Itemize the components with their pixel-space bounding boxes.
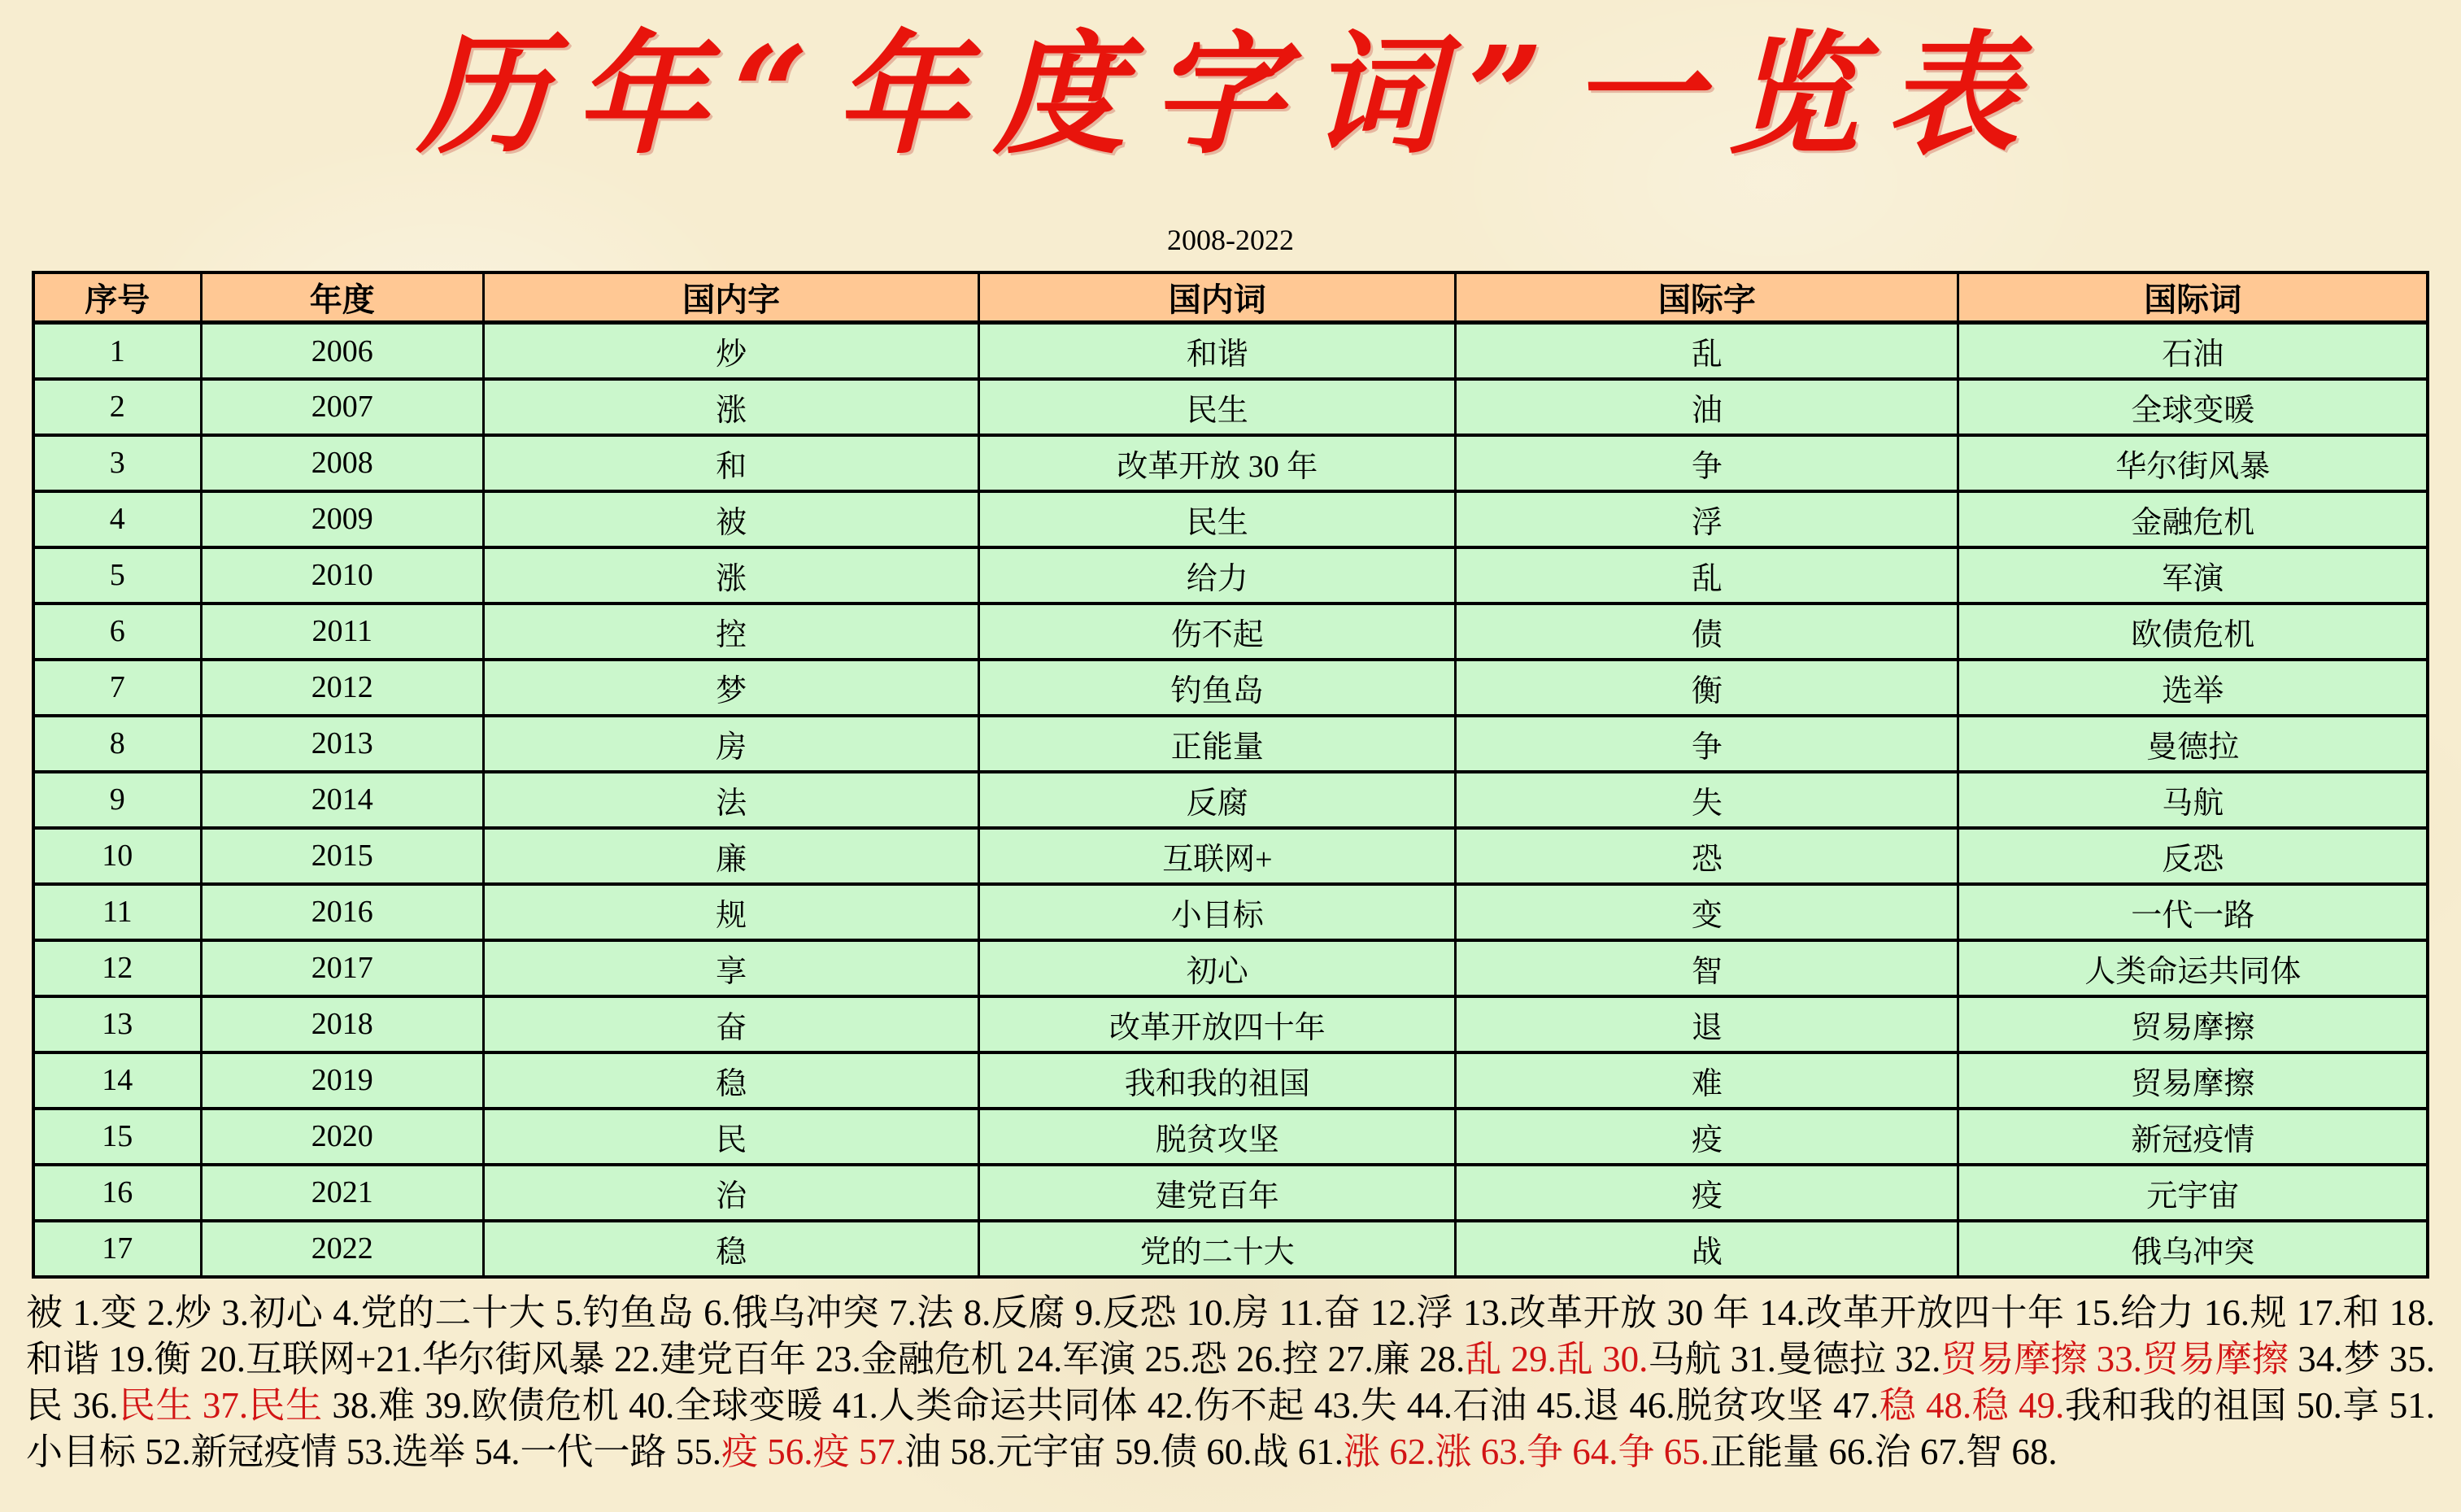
table-cell: 党的二十大 xyxy=(979,1221,1456,1277)
table-row xyxy=(33,491,2428,547)
footer-segment: 被 1.变 2.炒 3.初心 4.党的二十大 5.钓鱼岛 6.俄乌冲突 7.法 8.反腐 9.反恐 10.房 11.奋 12.浮 13.改革开放 30 年 14.改革开放四十年 15.给力 16.规 17.和 18.和谐 19.衡 20.互联网+21.华尔街风暴 22.建党百年 23.金融危机 24.军演 25.恐 26.控 27.廉 28. xyxy=(26,1292,2435,1379)
table-cell: 6 xyxy=(33,603,201,660)
slide-background xyxy=(0,11,2461,1475)
table-cell: 建党百年 xyxy=(979,1165,1456,1221)
table-cell: 民 xyxy=(483,1109,978,1165)
table-cell: 钓鱼岛 xyxy=(979,660,1456,716)
table-cell: 奋 xyxy=(483,996,978,1052)
table-cell: 互联网+ xyxy=(979,828,1456,884)
table-cell: 油 xyxy=(1456,379,1958,435)
table-cell: 军演 xyxy=(1958,547,2428,603)
table-cell: 民生 xyxy=(979,379,1456,435)
table-cell: 1 xyxy=(33,323,201,379)
table-cell: 2019 xyxy=(201,1052,483,1109)
table-cell: 疫 xyxy=(1456,1109,1958,1165)
table-cell: 石油 xyxy=(1958,323,2428,379)
table-row xyxy=(33,379,2428,435)
table-cell: 贸易摩擦 xyxy=(1958,996,2428,1052)
table-cell: 2012 xyxy=(201,660,483,716)
table-cell: 2006 xyxy=(201,323,483,379)
table-cell: 2 xyxy=(33,379,201,435)
table-cell: 马航 xyxy=(1958,772,2428,828)
column-header: 国际字 xyxy=(1456,272,1958,323)
table-cell: 2009 xyxy=(201,491,483,547)
table-cell: 退 xyxy=(1456,996,1958,1052)
table-row xyxy=(33,716,2428,772)
table-cell: 智 xyxy=(1456,940,1958,996)
table-cell: 12 xyxy=(33,940,201,996)
footer-paragraph xyxy=(26,1290,2435,1476)
page-title: 历年“年度字词”一览表 xyxy=(416,18,2045,172)
table-row xyxy=(33,323,2428,379)
table-cell: 给力 xyxy=(979,547,1456,603)
table-cell: 乱 xyxy=(1456,323,1958,379)
table-row xyxy=(33,884,2428,940)
table-cell: 7 xyxy=(33,660,201,716)
table-cell: 规 xyxy=(483,884,978,940)
table-cell: 正能量 xyxy=(979,716,1456,772)
table-cell: 民生 xyxy=(979,491,1456,547)
table-cell: 改革开放 30 年 xyxy=(979,435,1456,491)
table-cell: 恐 xyxy=(1456,828,1958,884)
table-cell: 元宇宙 xyxy=(1958,1165,2428,1221)
table-cell: 反恐 xyxy=(1958,828,2428,884)
table-cell: 改革开放四十年 xyxy=(979,996,1456,1052)
table-row xyxy=(33,940,2428,996)
page-subtitle: 2008-2022 xyxy=(1167,224,1294,257)
footer-segment: 正能量 66.治 67.智 68. xyxy=(1710,1431,2058,1473)
table-row xyxy=(33,772,2428,828)
table-header-row xyxy=(33,272,2428,323)
footer-segment: 34.梦 35.民 36. xyxy=(26,1339,2435,1427)
table-cell: 2007 xyxy=(201,379,483,435)
table-row xyxy=(33,1109,2428,1165)
table-row xyxy=(33,1052,2428,1109)
table-cell: 选举 xyxy=(1958,660,2428,716)
table-cell: 小目标 xyxy=(979,884,1456,940)
table-cell: 战 xyxy=(1456,1221,1958,1277)
table-cell: 2010 xyxy=(201,547,483,603)
table-cell: 浮 xyxy=(1456,491,1958,547)
table-cell: 廉 xyxy=(483,828,978,884)
table-cell: 涨 xyxy=(483,547,978,603)
table-row xyxy=(33,435,2428,491)
table-cell: 一代一路 xyxy=(1958,884,2428,940)
table-cell: 16 xyxy=(33,1165,201,1221)
table-cell: 失 xyxy=(1456,772,1958,828)
footer-red-segment: 贸易摩擦 33.贸易摩擦 xyxy=(1940,1339,2289,1379)
table-row xyxy=(33,996,2428,1052)
table-row xyxy=(33,1221,2428,1277)
table-cell: 2014 xyxy=(201,772,483,828)
table-cell: 2017 xyxy=(201,940,483,996)
table-cell: 2021 xyxy=(201,1165,483,1221)
column-header: 序号 xyxy=(33,272,201,323)
table-cell: 我和我的祖国 xyxy=(979,1052,1456,1109)
table-cell: 2020 xyxy=(201,1109,483,1165)
table-cell: 2013 xyxy=(201,716,483,772)
table-body xyxy=(33,323,2428,1277)
table-header xyxy=(33,272,2428,323)
table-cell: 稳 xyxy=(483,1052,978,1109)
footer-segment: 油 58.元宇宙 59.债 60.战 61. xyxy=(904,1431,1344,1473)
table-cell: 13 xyxy=(33,996,201,1052)
table-cell: 俄乌冲突 xyxy=(1958,1221,2428,1277)
column-header: 年度 xyxy=(201,272,483,323)
table-cell: 伤不起 xyxy=(979,603,1456,660)
table-cell: 涨 xyxy=(483,379,978,435)
table-cell: 脱贫攻坚 xyxy=(979,1109,1456,1165)
footer-segment: 马航 31.曼德拉 32. xyxy=(1648,1339,1941,1379)
table-cell: 2008 xyxy=(201,435,483,491)
table-cell: 3 xyxy=(33,435,201,491)
column-header: 国内词 xyxy=(979,272,1456,323)
year-words-table xyxy=(32,271,2429,1279)
table-cell: 反腐 xyxy=(979,772,1456,828)
table-cell: 2018 xyxy=(201,996,483,1052)
table-cell: 全球变暖 xyxy=(1958,379,2428,435)
table-cell: 2011 xyxy=(201,603,483,660)
table-cell: 4 xyxy=(33,491,201,547)
table-cell: 和 xyxy=(483,435,978,491)
table-cell: 控 xyxy=(483,603,978,660)
table-cell: 争 xyxy=(1456,716,1958,772)
table-cell: 法 xyxy=(483,772,978,828)
table-row xyxy=(33,1165,2428,1221)
table-cell: 2015 xyxy=(201,828,483,884)
footer-red-segment: 稳 48.稳 49. xyxy=(1879,1385,2065,1427)
column-header: 国内字 xyxy=(483,272,978,323)
table-cell: 炒 xyxy=(483,323,978,379)
table-cell: 8 xyxy=(33,716,201,772)
table-cell: 9 xyxy=(33,772,201,828)
table-row xyxy=(33,828,2428,884)
footer-red-segment: 疫 56.疫 57. xyxy=(721,1431,905,1473)
table-row xyxy=(33,603,2428,660)
table-cell: 治 xyxy=(483,1165,978,1221)
table-cell: 乱 xyxy=(1456,547,1958,603)
table-cell: 2022 xyxy=(201,1221,483,1277)
table-cell: 变 xyxy=(1456,884,1958,940)
table-cell: 华尔街风暴 xyxy=(1958,435,2428,491)
table-cell: 和谐 xyxy=(979,323,1456,379)
table-cell: 新冠疫情 xyxy=(1958,1109,2428,1165)
table-cell: 初心 xyxy=(979,940,1456,996)
table-cell: 房 xyxy=(483,716,978,772)
table-cell: 10 xyxy=(33,828,201,884)
footer-red-segment: 乱 29.乱 30. xyxy=(1465,1339,1649,1379)
table-cell: 债 xyxy=(1456,603,1958,660)
table-cell: 争 xyxy=(1456,435,1958,491)
table-cell: 人类命运共同体 xyxy=(1958,940,2428,996)
table-cell: 金融危机 xyxy=(1958,491,2428,547)
table-cell: 曼德拉 xyxy=(1958,716,2428,772)
footer-red-segment: 民生 37.民生 xyxy=(118,1385,323,1427)
table-cell: 梦 xyxy=(483,660,978,716)
table-cell: 5 xyxy=(33,547,201,603)
table-cell: 17 xyxy=(33,1221,201,1277)
table-cell: 享 xyxy=(483,940,978,996)
table-cell: 稳 xyxy=(483,1221,978,1277)
table-row xyxy=(33,660,2428,716)
footer-segment: 38.难 39.欧债危机 40.全球变暖 41.人类命运共同体 42.伤不起 43.失 44.石油 45.退 46.脱贫攻坚 47. xyxy=(322,1385,1880,1427)
footer-segment: 我和我的祖国 50.享 51.小目标 52.新冠疫情 53.选举 54.一代一路 55. xyxy=(26,1385,2435,1473)
table-cell: 2016 xyxy=(201,884,483,940)
table-cell: 14 xyxy=(33,1052,201,1109)
table-cell: 难 xyxy=(1456,1052,1958,1109)
table-cell: 被 xyxy=(483,491,978,547)
footer-red-segment: 涨 62.涨 63.争 64.争 65. xyxy=(1344,1431,1710,1473)
table-row xyxy=(33,547,2428,603)
table-cell: 15 xyxy=(33,1109,201,1165)
table-cell: 欧债危机 xyxy=(1958,603,2428,660)
table-cell: 11 xyxy=(33,884,201,940)
column-header: 国际词 xyxy=(1958,272,2428,323)
table-cell: 疫 xyxy=(1456,1165,1958,1221)
table-cell: 衡 xyxy=(1456,660,1958,716)
table-cell: 贸易摩擦 xyxy=(1958,1052,2428,1109)
